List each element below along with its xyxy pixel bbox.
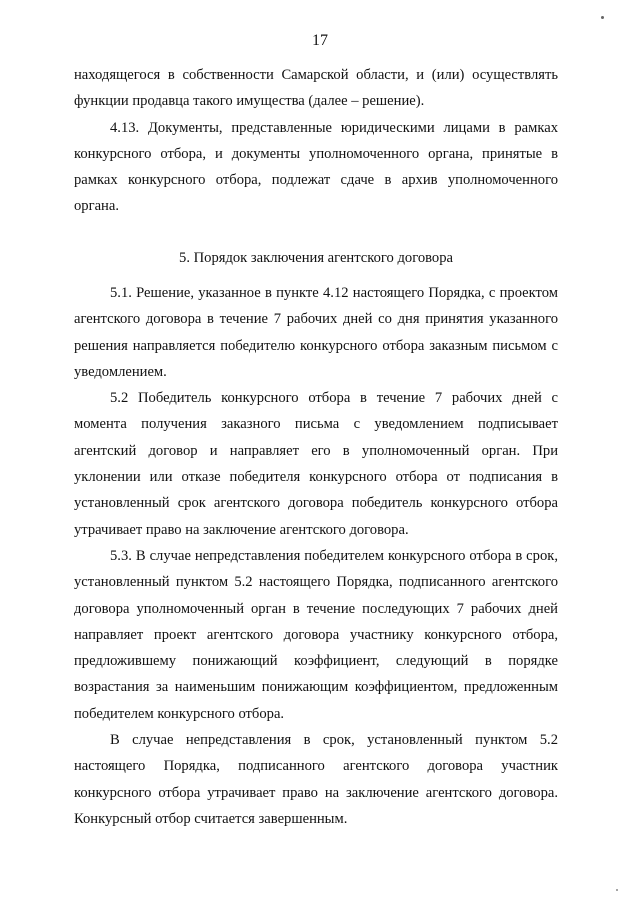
paragraph-continuation: находящегося в собственности Самарской области, и (или) осуществлять функции продавца такого имущества (далее – решение). [74, 67, 558, 110]
text-block-lower [74, 280, 558, 832]
scan-mark [601, 16, 604, 19]
paragraph-5-3: 5.3. В случае непредставления победителем конкурсного отбора в срок, установленный пунктом 5.2 настоящего Порядка, подписанного агентского договора уполномоченный орган в течение последующих 7 рабочих дней направляет проект агентского договора участнику конкурсного отбора, предложившему понижающий коэффициент, следующий в порядке возрастания за наименьшим понижающим коэффициентом, предложенным победителем конкурсного отбора. [74, 547, 558, 722]
text-block-upper [74, 62, 558, 220]
section-heading: 5. Порядок заключения агентского договора [179, 250, 453, 266]
paragraph-closing: В случае непредставления в срок, установленный пунктом 5.2 настоящего Порядка, подписанного агентского договора участник конкурсного отбора утрачивает право на заключение агентского договора. Конкурсный отбор считается завершенным. [74, 732, 558, 827]
page-number: 17 [312, 32, 328, 49]
scan-mark [616, 889, 618, 891]
paragraph-4-13: 4.13. Документы, представленные юридическими лицами в рамках конкурсного отбора, и документы уполномоченного органа, принятые в рамках конкурсного отбора, подлежат сдаче в архив уполномоченного органа. [74, 119, 558, 215]
paragraph-5-2: 5.2 Победитель конкурсного отбора в течение 7 рабочих дней с момента получения заказного письма с уведомлением подписывает агентский договор и направляет его в уполномоченный орган. При уклонении или отказе победителя конкурсного отбора от подписания в установленный срок агентского договора победитель конкурсного отбора утрачивает право на заключение агентского договора. [74, 390, 558, 538]
paragraph-5-1: 5.1. Решение, указанное в пункте 4.12 настоящего Порядка, с проектом агентского договора в течение 7 рабочих дней со дня принятия указанного решения направляется победителю конкурсного отбора заказным письмом с уведомлением. [74, 285, 558, 380]
